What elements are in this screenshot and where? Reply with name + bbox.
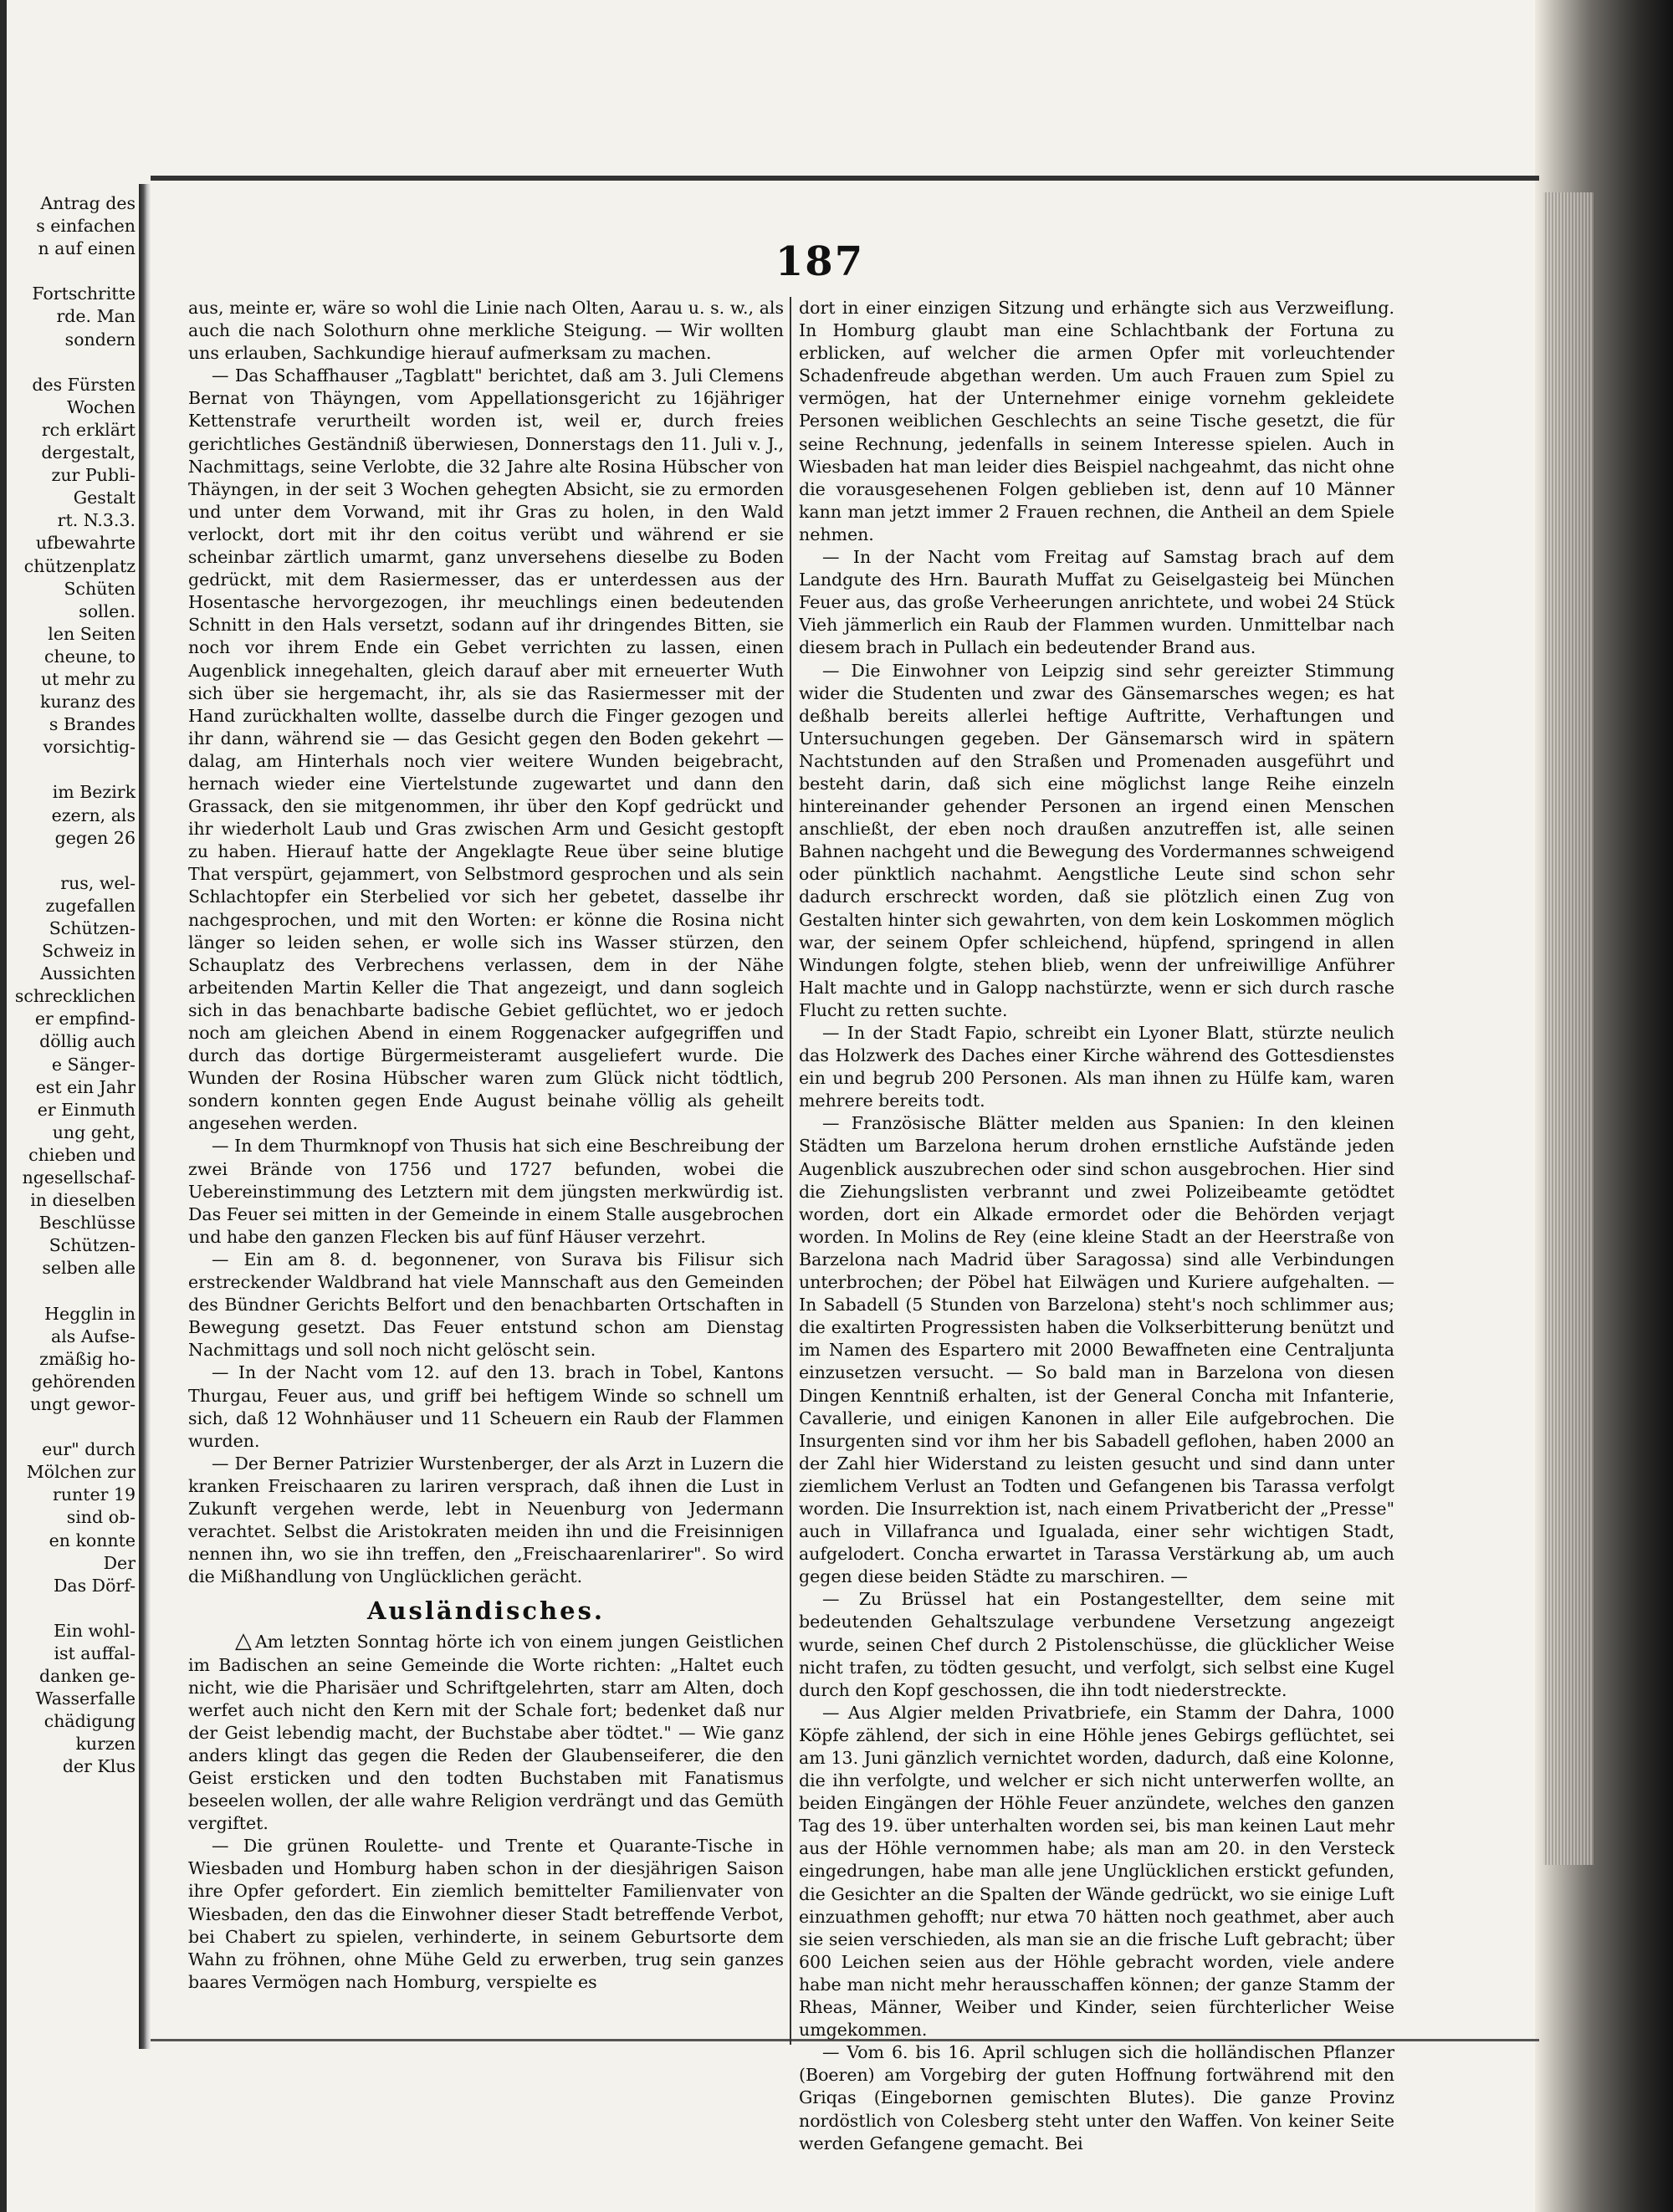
article-paragraph: dort in einer einzigen Sitzung und erhängte sich aus Verzweiflung. In Homburg glaubt man eine Schlachtbank der Fortuna zu erblicken, auf welcher die armen Opfer mit vorleuchtender Schadenfreude abgethan werden. Um auch Frauen zum Spiel zu vermögen, hat der Unternehmer einige vornehm gekleidete Personen weiblichen Geschlechts an seine Tische gesetzt, die für seine Rechnung, jedenfalls in seinem Interesse spielen. Auch in Wiesbaden hat man leider dies Beispiel nachgeahmt, das nicht ohne die vorausgesehenen Folgen geblieben ist, denn auf 10 Männer kann man jetzt immer 2 Frauen rechnen, die Antheil an dem Spiele nehmen. xyxy=(799,298,1394,544)
left-page-line: Schweiz in xyxy=(41,941,136,962)
left-page-line: ut mehr zu xyxy=(40,668,136,689)
left-page-line xyxy=(7,759,139,781)
left-page-line: sollen. xyxy=(79,600,136,621)
left-page-line: Schützen- xyxy=(49,918,136,938)
left-page-line: Wasserfalle xyxy=(35,1688,136,1709)
article-paragraph: — Französische Blätter melden aus Spanien: In den kleinen Städten um Barzelona herum drohen ernstliche Aufstände jeden Augenblick auszubrechen oder sind schon ausgebrochen. Hier sind die Ziehungslisten verbrannt und zwei Polizeibeamte getödtet worden, dort ein Alkade ermordet oder die Behörden verjagt worden. In Molins de Rey (eine kleine Stadt an der Heerstraße von Barzelona nach Madrid über Saragossa) sind alle Verbindungen unterbrochen; der Pöbel hat Eilwägen und Kuriere aufgehalten. — In Sabadell (5 Stunden von Barzelona) steht's noch schlimmer aus; die exaltirten Progressisten haben die Volkserbitterung benützt und im Namen des Espartero mit 2000 Bewaffneten eine Centraljunta einzusetzen versucht. — So bald man in Barzelona von diesen Dingen Kenntniß erhalten, ist der General Concha mit Infanterie, Cavallerie, und einigen Kanonen in aller Eile aufgebrochen. Die Insurgenten sind vor ihm her bis Sabadell geflohen, haben 2000 an der Zahl hier Widerstand zu leisten gesucht und sind dann unter ziemlichem Verlust an Todten und Gefangenen bis Tarassa verfolgt worden. Die Insurrektion ist, nach einem Privatbericht der „Presse" auch in Villafranca und Igualada, einer sehr wichtigen Stadt, aufgelodert. Concha erwartet in Tarassa Verstärkung ab, um auch gegen diese beiden Städte zu marschiren. — xyxy=(799,1113,1394,1587)
left-page-line: cheune, to xyxy=(44,646,136,667)
book-gutter xyxy=(139,184,151,2049)
article-paragraph: — In der Nacht vom Freitag auf Samstag brach auf dem Landgute des Hrn. Baurath Muffat zu Geiselgasteig bei München Feuer aus, das große Verheerungen anrichtete, und wobei 24 Stück Vieh jämmerlich ein Raub der Flammen wurden. Unmittelbar nach diesem brach in Pullach ein bedeutender Brand aus. xyxy=(799,547,1394,658)
left-page-line: Antrag des xyxy=(40,193,136,213)
left-column xyxy=(188,297,784,1994)
left-page-line: rus, wel- xyxy=(60,872,136,893)
left-page-line: ngesellschaf- xyxy=(22,1167,136,1188)
left-page-line: s Brandes xyxy=(49,714,136,735)
left-page-line: n auf einen xyxy=(38,238,136,259)
left-page-line: ungt gewor- xyxy=(29,1393,136,1414)
left-page-line: zmäßig ho- xyxy=(39,1348,136,1369)
left-page-line: dergestalt, xyxy=(41,442,136,463)
article-paragraph: — Die grünen Roulette- und Trente et Quarante-Tische in Wiesbaden und Homburg haben schon in der diesjährigen Saison ihre Opfer gefordert. Ein ziemlich bemittelter Familienvater von Wiesbaden, den das die Einwohner dieser Stadt betreffende Verbot, bei Chabert zu spielen, verhinderte, in seinem Geburtsorte dem Wahn zu fröhnen, ohne Mühe Geld zu erwerben, trug sein ganzes baares Vermögen nach Homburg, verspielte es xyxy=(188,1836,784,1992)
left-page-line: schrecklichen xyxy=(14,986,136,1007)
left-page-line: kuranz des xyxy=(40,692,136,713)
left-page-line: Wochen xyxy=(66,396,136,417)
left-page-line: ung geht, xyxy=(52,1121,136,1142)
page-number: 187 xyxy=(775,238,865,285)
article-paragraph: — Vom 6. bis 16. April schlugen sich die holländischen Pflanzer (Boeren) am Vorgebirg der guten Hoffnung fortwährend mit den Griqas (Eingebornen gemischten Blutes). Die ganze Provinz nordöstlich von Colesberg steht unter den Waffen. Von keiner Seite werden Gefangene gemacht. Bei xyxy=(799,2042,1394,2153)
left-page-line: als Aufse- xyxy=(51,1326,136,1346)
left-page-line: Der xyxy=(103,1552,136,1573)
left-page-line: gegen 26 xyxy=(54,827,136,848)
left-page-line: zugefallen xyxy=(45,895,136,916)
left-page-line: ezern, als xyxy=(51,805,136,825)
left-page-line: Aussichten xyxy=(40,963,136,984)
left-page-line: rt. N.3.3. xyxy=(57,510,136,531)
article-paragraph: — In der Nacht vom 12. auf den 13. brach in Tobel, Kantons Thurgau, Feuer aus, und griff bei heftigem Winde so schnell um sich, daß 12 Wohnhäuser und 11 Scheuern ein Raub der Flammen wurden. xyxy=(188,1362,784,1451)
left-page-line xyxy=(7,351,139,374)
left-page-line: est ein Jahr xyxy=(35,1076,136,1097)
left-page-line: sind ob- xyxy=(66,1507,136,1528)
scan-shadow-left xyxy=(0,0,7,2212)
left-page-line: rch erklärt xyxy=(41,419,136,440)
left-page-line: der Klus xyxy=(62,1756,136,1777)
left-page-line: ufbewahrte xyxy=(35,533,136,554)
left-page-line xyxy=(7,1597,139,1620)
left-page-line: Ein wohl- xyxy=(54,1620,136,1641)
article-paragraph: — Ein am 8. d. begonnener, von Surava bis Filisur sich erstreckender Waldbrand hat viele Mannschaft aus den Gemeinden des Bündner Gerichts Belfort und den benachbarten Ortschaften in Bewegung gesetzt. Das Feuer entstund schon am Dienstag Nachmittags und soll noch nicht gelöscht sein. xyxy=(188,1249,784,1361)
left-page-line xyxy=(7,850,139,872)
article-paragraph: Am letzten Sonntag hörte ich von einem jungen Geistlichen im Badischen an seine Gemeinde die Worte richten: „Haltet euch nicht, wie die Pharisäer und Schriftgelehrten, starr am Alten, doch werfet auch nicht den Kern mit der Schale fort; bedenket daß nur der Geist lebendig macht, der Buchstabe aber tödtet." — Wie ganz anders klingt das gegen die Reden der Glaubenseiferer, die den Geist ersticken und den todten Buchstaben mit Fanatismus beseelen wollen, der alle wahre Religion verdrängt und das Gemüth vergiftet. xyxy=(188,1632,784,1834)
left-page-line: chädigung xyxy=(43,1711,136,1732)
triangle-icon: △ xyxy=(235,1628,252,1654)
left-page-line: rde. Man xyxy=(56,306,136,327)
left-page-line: Das Dörf- xyxy=(53,1575,136,1596)
left-page-line: Hegglin in xyxy=(44,1303,136,1324)
left-page-line: des Fürsten xyxy=(32,374,136,395)
left-page-line: runter 19 xyxy=(53,1484,136,1505)
left-page-line: gehörenden xyxy=(31,1371,136,1392)
left-page-line xyxy=(7,260,139,283)
article-paragraph: — In der Stadt Fapio, schreibt ein Lyoner Blatt, stürzte neulich das Holzwerk des Daches einer Kirche während des Gottesdienstes ein und begrub 200 Personen. Als man ihnen zu Hülfe kam, waren mehrere bereits todt. xyxy=(799,1023,1394,1111)
left-page-line: eur" durch xyxy=(42,1439,136,1460)
left-page-fragment xyxy=(7,192,139,2041)
article-paragraph: — Die Einwohner von Leipzig sind sehr gereizter Stimmung wider die Studenten und zwar des Gänsemarsches wegen; es hat deßhalb bereits allerlei heftige Auftritte, Verhaftungen und Untersuchungen gegeben. Der Gänsemarsch wird in spätern Nachtstunden auf den Straßen und Promenaden ausgeführt und besteht darin, daß sich eine möglichst lange Reihe einzeln hintereinander gehender Personen an irgend einen Menschen anschließt, der eben noch draußen anzutreffen ist, alle seinen Bahnen nachgeht und die Bewegung des Vordermannes schweigend oder pünktlich nachahmt. Aengstliche Leute sind schon sehr dadurch erschreckt worden, daß sie plötzlich einen Zug von Gestalten hinter sich gewahrten, von dem kein Loskommen möglich war, der seinem Opfer schleichend, hüpfend, springend in allen Windungen folgte, stehen blieb, wenn der unfreiwillige Anführer Halt machte und in Galopp nachstürzte, wenn er sich durch rasche Flucht zu retten suchte. xyxy=(799,660,1394,1020)
left-page-line: e Sänger- xyxy=(51,1054,136,1075)
left-page-line: im Bezirk xyxy=(52,782,136,803)
left-page-line: zur Publi- xyxy=(51,465,136,486)
left-page-line xyxy=(7,1280,139,1303)
left-page-line: danken ge- xyxy=(38,1666,136,1687)
left-page-line: Beschlüsse xyxy=(38,1213,136,1234)
article-paragraph: aus, meinte er, wäre so wohl die Linie nach Olten, Aarau u. s. w., als auch die nach Solothurn ohne merkliche Steigung. — Wir wollten uns erlauben, Sachkundige hierauf aufmerksam zu machen. xyxy=(188,298,784,364)
left-page-line: Schüten xyxy=(64,578,136,599)
left-page-line: ist auffal- xyxy=(54,1643,136,1663)
article-paragraph: — Das Schaffhauser „Tagblatt" berichtet, daß am 3. Juli Clemens Bernat von Thäyngen, vom Appellationsgericht zu 16jähriger Kettenstrafe verurtheilt worden ist, weil er, durch freies gerichtliches Geständniß überwiesen, Donnerstags den 11. Juli v. J., Nachmittags, seine Verlobte, die 32 Jahre alte Rosina Hübscher von Thäyngen, in der seit 3 Wochen gehegten Absicht, sie zu ermorden und unter dem Vorwand, mit ihr Gras zu holen, in den Wald verlockt, dort mit ihr den coitus verübt und während er sie scheinbar zärtlich umarmt, ganz unversehens dieselbe zu Boden gedrückt, mit dem Rasiermesser, das er unterdessen aus der Hosentasche hervorgezogen, ihr meuchlings einen bedeutenden Schnitt in den Hals versetzt, sodann auf ihr dringendes Bitten, sie noch vor ihrem Ende ein Gebet verrichten zu lassen, einen Augenblick innegehalten, gleich darauf aber mit erneuerter Wuth sich über sie hergemacht, ihr, als sie das Rasiermesser mit der Hand zurückhalten wollte, dasselbe durch die Finger gezogen und ihr dann, während sie — das Gesicht gegen den Boden gekehrt — dalag, am Hinterhals noch vier weitere Wunden beigebracht, hernach wieder eine Viertelstunde zugewartet und dann den Grassack, den sie mitgenommen, ihr über den Kopf gedrückt und ihr wiederholt Laub und Gras zwischen Arm und Gesicht gestopft zu haben. Hierauf hatte der Angeklagte Reue über seine blutige That verspürt, gejammert, von Selbstmord gesprochen und als sein Schlachtopfer ein Sterbelied vor sich her gebetet, dasselbe ihr nachgesprochen, und mit den Worten: er könne die Rosina nicht länger so leiden sehen, er wolle sich ins Wasser stürzen, den Schauplatz des Verbrechens verlassen, dem in der Nähe arbeitenden Martin Keller die That angezeigt, und dann sogleich sich in das benachbarte badische Gebiet geflüchtet, wo er jedoch noch am gleichen Abend in einem Roggenacker aufgegriffen und durch das dortige Bürgermeisteramt ausgeliefert wurde. Die Wunden der Rosina Hübscher waren zum Glück nicht tödtlich, sondern konnten gegen Ende August beinahe völlig als geheilt angesehen werden. xyxy=(188,365,784,1134)
left-page-line: len Seiten xyxy=(48,623,136,644)
article-paragraph: — In dem Thurmknopf von Thusis hat sich eine Beschreibung der zwei Brände von 1756 und 1727 befunden, wobei die Uebereinstimmung des Letztern mit dem jüngsten merkwürdig ist. Das Feuer sei mitten in der Gemeinde in einem Stalle ausgebrochen und habe den ganzen Flecken bis auf fünf Häuser verzehrt. xyxy=(188,1136,784,1247)
left-page-line xyxy=(7,1416,139,1438)
left-page-line: chieben und xyxy=(28,1144,136,1165)
left-page-line: Fortschritte xyxy=(32,284,136,304)
article-paragraph: — Der Berner Patrizier Wurstenberger, der als Arzt in Luzern die kranken Freischaaren zu lariren versprach, daß ihnen die Lust in Zukunft vergehen werde, lebt in Neuenburg von Jedermann verachtet. Selbst die Aristokraten meiden ihn und die Freisinnigen nennen ihn, wo sie ihn treffen, den „Freischaarenlarirer". So wird die Mißhandlung von Unglücklichen gerächt. xyxy=(188,1453,784,1587)
left-page-line: selben alle xyxy=(42,1258,136,1279)
left-page-line: vorsichtig- xyxy=(43,737,136,758)
left-page-line: in dieselben xyxy=(30,1190,136,1211)
article-paragraph: — Aus Algier melden Privatbriefe, ein Stamm der Dahra, 1000 Köpfe zählend, der sich in eine Höhle jenes Gebirgs geflüchtet, sei am 13. Juni gänzlich vernichtet worden, dadurch, daß eine Kolonne, die ihn verfolgte, und welcher er sich nicht unterwerfen wollte, an beiden Eingängen der Höhle Feuer anzündete, welches den ganzen Tag des 19. über unterhalten worden sei, bis man keinen Laut mehr aus der Höhle vernommen habe; als man am 20. in den Versteck eingedrungen, habe man alle jene Unglücklichen erstickt gefunden, die Gesichter an die Spalten der Wände gedrückt, wo sie einige Luft einzuathmen gehofft; nur etwa 70 hätten noch geathmet, aber auch sie seien verschieden, als man sie an die frische Luft gebracht; über 600 Leichen seien aus der Höhle gebracht worden, viele andere habe man nicht mehr herausschaffen können; der ganze Stamm der Rheas, Männer, Weiber und Kinder, seien fürchterlicher Weise umgekommen. xyxy=(799,1702,1394,2041)
left-page-line: sondern xyxy=(64,329,136,350)
left-page-line: kurzen xyxy=(75,1734,136,1755)
page-edge-right xyxy=(1535,0,1673,2212)
left-page-line: Schützen- xyxy=(49,1235,136,1256)
left-page-line: Gestalt xyxy=(73,488,136,508)
section-heading: Ausländisches. xyxy=(366,1596,606,1626)
article-paragraph: — Zu Brüssel hat ein Postangestellter, dem seine mit bedeutenden Gehaltszulage verbundene Versetzung angezeigt wurde, seinen Chef durch 2 Pistolenschüsse, die glücklicher Weise nicht trafen, zu tödten gesucht, und verfolgt, sich selbst eine Kugel durch den Kopf geschossen, die ihn todt niederstreckte. xyxy=(799,1589,1394,1700)
right-column xyxy=(799,297,1394,2155)
top-rule xyxy=(151,176,1539,181)
left-page-line: er Einmuth xyxy=(37,1099,136,1120)
left-page-line: chützenplatz xyxy=(23,555,136,576)
left-page-line: en konnte xyxy=(49,1530,136,1550)
left-page-line: s einfachen xyxy=(36,216,136,237)
left-page-line: Mölchen zur xyxy=(26,1462,136,1483)
left-page-line: döllig auch xyxy=(39,1031,136,1052)
left-page-line: er empfind- xyxy=(34,1009,136,1029)
column-divider xyxy=(790,297,791,2045)
